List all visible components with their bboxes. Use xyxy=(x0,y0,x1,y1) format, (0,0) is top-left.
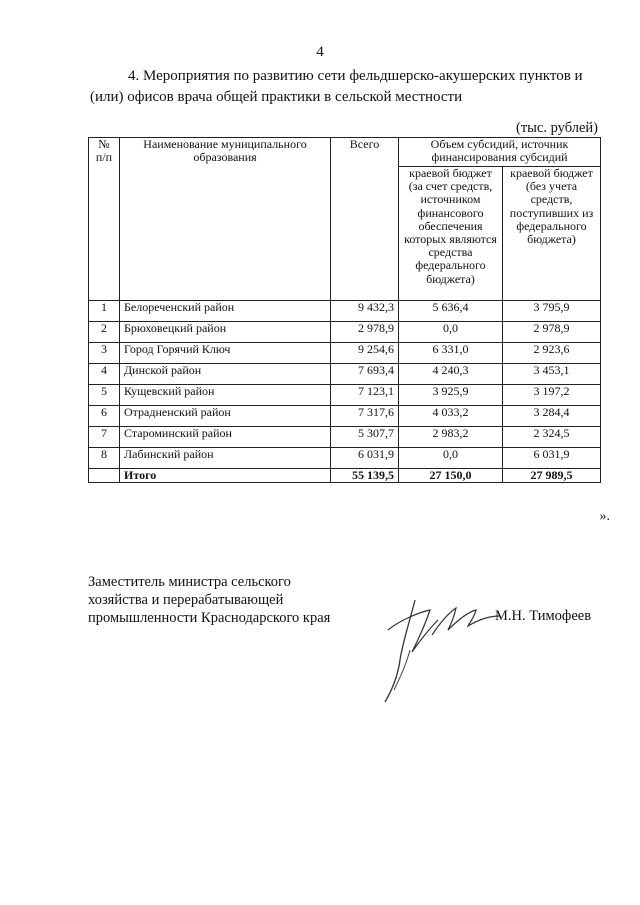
row-num: 4 xyxy=(89,364,120,385)
row-own: 3 284,4 xyxy=(503,406,601,427)
row-fed: 4 033,2 xyxy=(399,406,503,427)
table-row xyxy=(89,322,601,343)
total-row xyxy=(89,469,601,483)
signatory-title xyxy=(88,573,388,627)
row-fed: 0,0 xyxy=(399,322,503,343)
row-total: 7 693,4 xyxy=(331,364,399,385)
subsidy-table xyxy=(88,137,601,483)
row-num: 3 xyxy=(89,343,120,364)
section-heading xyxy=(90,66,610,108)
row-fed: 2 983,2 xyxy=(399,427,503,448)
header-num: № п/п xyxy=(89,138,120,301)
header-regional-own: краевой бюджет (без учета средств, поступивших из федерального бюджета) xyxy=(503,167,601,301)
signatory-name: М.Н. Тимофеев xyxy=(495,608,592,624)
row-total: 5 307,7 xyxy=(331,427,399,448)
header-group: Объем субсидий, источник финансирования субсидий xyxy=(399,138,601,167)
row-own: 6 031,9 xyxy=(503,448,601,469)
row-name: Староминский район xyxy=(120,427,331,448)
row-total: 2 978,9 xyxy=(331,322,399,343)
closing-quote-mark: ». xyxy=(599,509,610,524)
row-name: Брюховецкий район xyxy=(120,322,331,343)
table-row xyxy=(89,385,601,406)
row-own: 2 324,5 xyxy=(503,427,601,448)
row-own: 3 453,1 xyxy=(503,364,601,385)
row-own: 3 795,9 xyxy=(503,301,601,322)
row-num: 2 xyxy=(89,322,120,343)
table-row xyxy=(89,427,601,448)
row-total: 9 432,3 xyxy=(331,301,399,322)
header-total: Всего xyxy=(331,138,399,301)
header-regional-fed: краевой бюджет (за счет средств, источником финансового обеспечения которых являются средства федерального бюджета) xyxy=(399,167,503,301)
table-row xyxy=(89,406,601,427)
row-num: 1 xyxy=(89,301,120,322)
header-row xyxy=(89,138,601,167)
row-fed: 5 636,4 xyxy=(399,301,503,322)
signatory-title-line-2: хозяйства и перерабатывающей xyxy=(88,592,284,608)
row-total: 7 123,1 xyxy=(331,385,399,406)
row-num: 8 xyxy=(89,448,120,469)
row-name: Динской район xyxy=(120,364,331,385)
total-sum: 55 139,5 xyxy=(331,469,399,483)
row-name: Город Горячий Ключ xyxy=(120,343,331,364)
total-num xyxy=(89,469,120,483)
row-fed: 3 925,9 xyxy=(399,385,503,406)
table-row xyxy=(89,448,601,469)
total-fed: 27 150,0 xyxy=(399,469,503,483)
units-label: (тыс. рублей) xyxy=(516,120,598,136)
row-own: 2 923,6 xyxy=(503,343,601,364)
row-fed: 6 331,0 xyxy=(399,343,503,364)
row-total: 9 254,6 xyxy=(331,343,399,364)
page-number: 4 xyxy=(316,44,324,60)
row-own: 2 978,9 xyxy=(503,322,601,343)
table-row xyxy=(89,343,601,364)
table-row xyxy=(89,301,601,322)
total-own: 27 989,5 xyxy=(503,469,601,483)
row-name: Белореченский район xyxy=(120,301,331,322)
row-num: 7 xyxy=(89,427,120,448)
signatory-title-line-1: Заместитель министра сельского xyxy=(88,574,291,590)
row-total: 6 031,9 xyxy=(331,448,399,469)
row-num: 6 xyxy=(89,406,120,427)
table-row xyxy=(89,364,601,385)
heading-line-1: 4. Мероприятия по развитию сети фельдшерско-акушерских пунктов и xyxy=(128,68,583,84)
signatory-title-line-3: промышленности Краснодарского края xyxy=(88,610,331,626)
handwritten-signature xyxy=(370,590,510,710)
row-total: 7 317,6 xyxy=(331,406,399,427)
total-label: Итого xyxy=(120,469,331,483)
row-name: Лабинский район xyxy=(120,448,331,469)
row-fed: 0,0 xyxy=(399,448,503,469)
row-name: Отрадненский район xyxy=(120,406,331,427)
row-name: Кущевский район xyxy=(120,385,331,406)
heading-line-2: (или) офисов врача общей практики в сельской местности xyxy=(90,89,463,105)
row-own: 3 197,2 xyxy=(503,385,601,406)
row-fed: 4 240,3 xyxy=(399,364,503,385)
row-num: 5 xyxy=(89,385,120,406)
header-name: Наименование муниципального образования xyxy=(120,138,331,301)
